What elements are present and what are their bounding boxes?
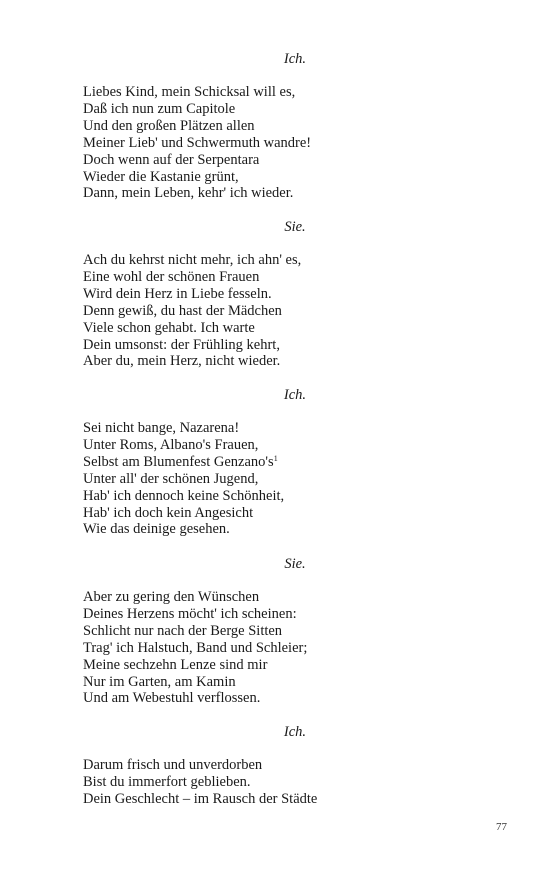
stanza [83,84,503,202]
verse-line: Liebes Kind, mein Schicksal will es, [83,84,296,100]
verse-line: Aber zu gering den Wünschen [83,589,260,605]
page-number: 77 [496,821,507,833]
verse-line: Dein umsonst: der Frühling kehrt, [83,336,280,353]
speaker-heading: Ich. [283,387,307,403]
verse-line: Unter all' der schönen Jugend, [83,470,259,487]
verse-line: Unter Roms, Albano's Frauen, [83,436,259,453]
verse-line: Bist du immerfort geblieben. [83,773,251,790]
verse-line: Deines Herzens möcht' ich scheinen: [83,605,297,622]
verse-line: Dann, mein Leben, kehr' ich wieder. [83,185,294,202]
speaker-heading: Ich. [283,51,307,67]
speaker-heading: Sie. [284,556,306,572]
verse-line: Eine wohl der schönen Frauen [83,268,260,285]
stanza [83,252,503,370]
verse-line: Hab' ich doch kein Angesicht [83,504,254,521]
verse-line: Schlicht nur nach der Berge Sitten [83,622,283,639]
verse-line: Wie das deinige gesehen. [83,521,230,538]
footnote-marker: 1 [273,453,278,463]
verse-line-with-footnote [83,454,503,471]
verse-line: Aber du, mein Herz, nicht wieder. [83,353,281,370]
stanza [83,589,503,707]
stanza [83,420,503,538]
speaker-heading: Sie. [284,219,306,235]
verse-line: Hab' ich dennoch keine Schönheit, [83,487,285,504]
verse-line: Darum frisch und unverdorben [83,757,263,773]
verse-line: Doch wenn auf der Serpentara [83,151,260,168]
stanza [83,757,503,808]
verse-line: Dein Geschlecht – im Rausch der Städte [83,790,318,807]
verse-line: Und den großen Plätzen allen [83,117,255,134]
verse-line: Trag' ich Halstuch, Band und Schleier; [83,639,308,656]
verse-line: Viele schon gehabt. Ich warte [83,319,255,336]
verse-line: Und am Webestuhl verflossen. [83,690,261,707]
verse-line: Daß ich nun zum Capitole [83,100,236,117]
verse-line-text: Selbst am Blumenfest Genzano's [83,453,274,470]
verse-line: Wird dein Herz in Liebe fesseln. [83,285,272,302]
speaker-heading: Ich. [283,724,307,740]
verse-line: Nur im Garten, am Kamin [83,673,236,690]
verse-line: Ach du kehrst nicht mehr, ich ahn' es, [83,252,302,268]
verse-line: Sei nicht bange, Nazarena! [83,420,240,436]
verse-line: Denn gewiß, du hast der Mädchen [83,302,282,319]
verse-line: Meiner Lieb' und Schwermuth wandre! [83,134,312,151]
verse-line: Meine sechzehn Lenze sind mir [83,656,268,673]
verse-line: Wieder die Kastanie grünt, [83,168,239,185]
